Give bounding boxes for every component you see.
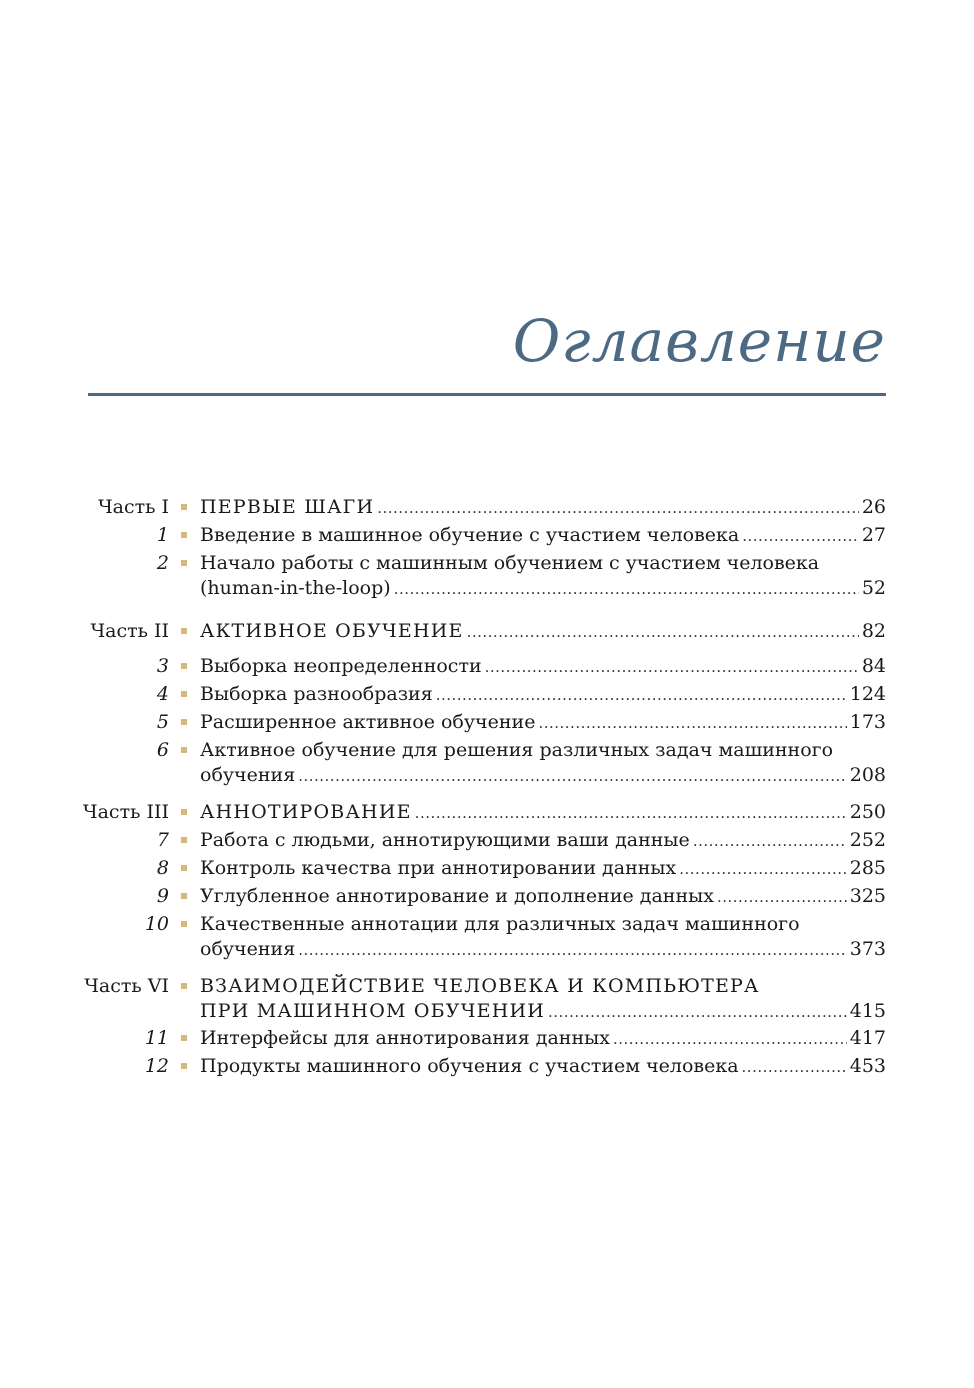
bullet-icon [181, 983, 187, 989]
leader-dots [548, 998, 847, 1025]
chapter-number: 1 [156, 524, 169, 546]
bullet-icon [181, 921, 187, 927]
bullet-icon [181, 747, 187, 753]
entry-title: Продукты машинного обучения с участием человека [200, 1055, 739, 1077]
toc-chapter-8[interactable] [0, 855, 974, 881]
toc-part-2[interactable] [0, 618, 974, 644]
leader-dots [467, 618, 859, 645]
entry-title: АКТИВНОЕ ОБУЧЕНИЕ [200, 620, 464, 642]
entry-title: Активное обучение для решения различных задач машинного [200, 739, 834, 761]
page-number: 84 [861, 655, 886, 677]
chapter-number: 6 [156, 739, 169, 761]
page-number: 453 [849, 1055, 886, 1077]
entry-title-continued: ПРИ МАШИННОМ ОБУЧЕНИИ [200, 1000, 545, 1022]
leader-dots [485, 653, 859, 680]
chapter-number: 5 [156, 711, 169, 733]
chapter-number: 7 [156, 829, 169, 851]
bullet-icon [181, 691, 187, 697]
bullet-icon [181, 809, 187, 815]
page-number: 27 [861, 524, 886, 546]
toc-chapter-5[interactable] [0, 709, 974, 735]
toc-chapter-2[interactable] [0, 550, 974, 576]
entry-title: Расширенное активное обучение [200, 711, 536, 733]
page-number: 252 [849, 829, 886, 851]
entry-title-continued: (human-in-the-loop) [200, 577, 391, 599]
page-number: 325 [849, 885, 886, 907]
chapter-number: 10 [144, 913, 169, 935]
leader-dots [538, 709, 846, 736]
page-number: 417 [849, 1027, 886, 1049]
toc-chapter-11[interactable] [0, 1025, 974, 1051]
toc-chapter-4[interactable] [0, 681, 974, 707]
chapter-number: 12 [144, 1055, 169, 1077]
leader-dots [436, 681, 847, 708]
bullet-icon [181, 560, 187, 566]
page-number: 285 [849, 857, 886, 879]
toc-chapter-2-continued[interactable] [0, 575, 974, 601]
bullet-icon [181, 1063, 187, 1069]
leader-dots [742, 1053, 847, 1080]
bullet-icon [181, 893, 187, 899]
page-number: 173 [849, 711, 886, 733]
bullet-icon [181, 504, 187, 510]
page-number: 52 [861, 577, 886, 599]
bullet-icon [181, 719, 187, 725]
page-number: 124 [849, 683, 886, 705]
bullet-icon [181, 663, 187, 669]
entry-title-continued: обучения [200, 938, 296, 960]
toc-part-1[interactable] [0, 494, 974, 520]
entry-title: Начало работы с машинным обучением с участием человека [200, 552, 820, 574]
page-number: 26 [861, 496, 886, 518]
toc-chapter-10[interactable] [0, 911, 974, 937]
chapter-number: 2 [156, 552, 169, 574]
entry-title: Интерфейсы для аннотирования данных [200, 1027, 610, 1049]
leader-dots [415, 799, 847, 826]
chapter-number: 11 [144, 1027, 169, 1049]
page-number: 208 [849, 764, 886, 786]
leader-dots [693, 827, 847, 854]
entry-title: Углубленное аннотирование и дополнение данных [200, 885, 714, 907]
toc-part-6[interactable] [0, 973, 974, 999]
page-number: 250 [849, 801, 886, 823]
entry-title-continued: обучения [200, 764, 296, 786]
toc-part-3[interactable] [0, 799, 974, 825]
entry-title: Работа с людьми, аннотирующими ваши данные [200, 829, 690, 851]
page-number: 415 [849, 1000, 886, 1022]
toc-chapter-6-continued[interactable] [0, 762, 974, 788]
bullet-icon [181, 865, 187, 871]
page-number: 82 [861, 620, 886, 642]
entry-title: АННОТИРОВАНИЕ [200, 801, 412, 823]
entry-title: Выборка разнообразия [200, 683, 433, 705]
bullet-icon [181, 532, 187, 538]
bullet-icon [181, 837, 187, 843]
chapter-number: 4 [156, 683, 169, 705]
chapter-number: 3 [156, 655, 169, 677]
bullet-icon [181, 628, 187, 634]
leader-dots [717, 883, 847, 910]
entry-title: Введение в машинное обучение с участием человека [200, 524, 740, 546]
chapter-number: 9 [156, 885, 169, 907]
leader-dots [679, 855, 846, 882]
toc-chapter-7[interactable] [0, 827, 974, 853]
toc-part-6-continued[interactable] [0, 998, 974, 1024]
toc-chapter-9[interactable] [0, 883, 974, 909]
entry-title: Выборка неопределенности [200, 655, 482, 677]
toc-chapter-6[interactable] [0, 737, 974, 763]
toc-chapter-1[interactable] [0, 522, 974, 548]
part-label: Часть III [82, 801, 169, 823]
entry-title: ВЗАИМОДЕЙСТВИЕ ЧЕЛОВЕКА И КОМПЬЮТЕРА [200, 975, 760, 997]
page-title: Оглавление [512, 307, 886, 375]
bullet-icon [181, 1035, 187, 1041]
part-label: Часть I [97, 496, 169, 518]
leader-dots [613, 1025, 847, 1052]
leader-dots [298, 762, 847, 789]
leader-dots [742, 522, 859, 549]
part-label: Часть II [90, 620, 169, 642]
chapter-number: 8 [156, 857, 169, 879]
toc-chapter-12[interactable] [0, 1053, 974, 1079]
leader-dots [298, 936, 847, 963]
toc-chapter-10-continued[interactable] [0, 936, 974, 962]
page-number: 373 [849, 938, 886, 960]
entry-title: Контроль качества при аннотировании данных [200, 857, 677, 879]
toc-chapter-3[interactable] [0, 653, 974, 679]
entry-title: Качественные аннотации для различных задач машинного [200, 913, 800, 935]
leader-dots [394, 575, 859, 602]
entry-title: ПЕРВЫЕ ШАГИ [200, 496, 375, 518]
part-label: Часть VI [84, 975, 169, 997]
leader-dots [377, 494, 859, 521]
